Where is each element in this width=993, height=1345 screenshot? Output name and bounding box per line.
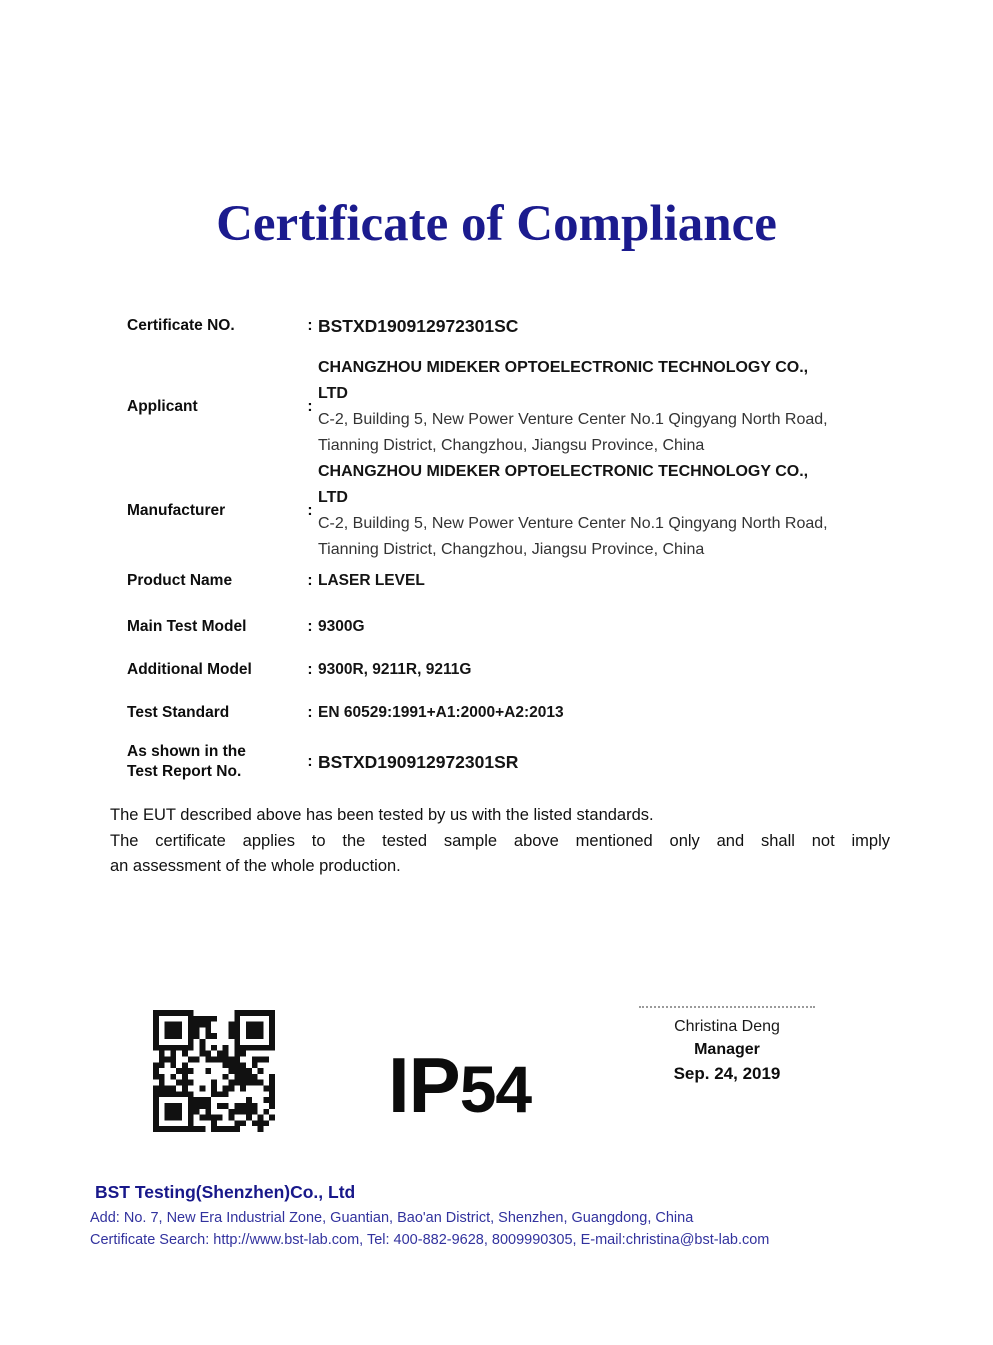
- field-row-additional-model: [127, 657, 842, 683]
- field-colon: :: [307, 572, 313, 589]
- ip-rating-prefix: IP: [388, 1041, 460, 1129]
- ip-rating-digits: 54: [459, 1052, 532, 1126]
- field-value: BSTXD190912972301SC: [318, 316, 519, 336]
- field-colon: :: [307, 398, 313, 415]
- footer: [90, 1182, 950, 1248]
- field-colon: :: [307, 661, 313, 678]
- field-value: [318, 459, 840, 563]
- page-title: Certificate of Compliance: [216, 196, 777, 252]
- qr-code: [153, 1010, 275, 1132]
- field-colon: :: [307, 704, 313, 721]
- footer-address: Add: No. 7, New Era Industrial Zone, Guantian, Bao'an District, Shenzhen, Guangdong, China: [90, 1210, 694, 1226]
- field-label: Certificate NO.: [127, 317, 235, 334]
- field-colon: :: [307, 618, 313, 635]
- field-value: 9300R, 9211R, 9211G: [318, 661, 472, 678]
- manufacturer-address: C-2, Building 5, New Power Venture Center No.1 Qingyang North Road, Tianning District, Changzhou, Jiangsu Province, China: [318, 515, 828, 558]
- applicant-company: CHANGZHOU MIDEKER OPTOELECTRONIC TECHNOLOGY CO., LTD: [318, 359, 809, 402]
- statement-line-1: The EUT described above has been tested by us with the listed standards.: [110, 806, 654, 824]
- field-value: [318, 355, 840, 459]
- field-colon: :: [307, 317, 313, 334]
- footer-certificate-search: Certificate Search: http://www.bst-lab.com, Tel: 400-882-9628, 8009990305, E-mail:christina@bst-lab.com: [90, 1232, 770, 1248]
- field-value: BSTXD190912972301SR: [318, 752, 519, 772]
- field-row-certificate-no: [127, 312, 842, 340]
- signatory-name: Christina Deng: [674, 1018, 780, 1035]
- field-label: Manufacturer: [127, 502, 226, 519]
- field-row-applicant: [127, 355, 842, 459]
- field-row-test-standard: [127, 700, 842, 726]
- field-label: Main Test Model: [127, 618, 247, 635]
- certificate-fields: [127, 312, 842, 786]
- field-row-main-test-model: [127, 614, 842, 640]
- field-value: 9300G: [318, 618, 365, 635]
- field-row-test-report-no: [127, 738, 842, 786]
- signature-block: [612, 1002, 842, 1084]
- field-label: Test Standard: [127, 704, 230, 721]
- ip-rating: [388, 1041, 532, 1129]
- footer-company-name: BST Testing(Shenzhen)Co., Ltd: [95, 1182, 356, 1202]
- field-label-line2: Test Report No.: [127, 763, 242, 780]
- signature-date: Sep. 24, 2019: [673, 1064, 781, 1083]
- statement-line-2: The certificate applies to the tested sample above mentioned only and shall not imply: [110, 831, 890, 850]
- statement-line-3: an assessment of the whole production.: [110, 857, 401, 875]
- field-value: EN 60529:1991+A1:2000+A2:2013: [318, 704, 564, 721]
- statement-paragraph: [110, 803, 890, 880]
- field-row-manufacturer: [127, 459, 842, 563]
- field-colon: :: [307, 753, 313, 770]
- manufacturer-company: CHANGZHOU MIDEKER OPTOELECTRONIC TECHNOLOGY CO., LTD: [318, 463, 809, 506]
- field-label: Product Name: [127, 572, 233, 589]
- field-label: [127, 742, 302, 782]
- field-label: Applicant: [127, 398, 198, 415]
- field-label: Additional Model: [127, 661, 252, 678]
- field-label-line1: As shown in the: [127, 743, 246, 760]
- field-row-product-name: [127, 568, 842, 594]
- signature-dotted-line: [639, 1002, 815, 1008]
- applicant-address: C-2, Building 5, New Power Venture Center No.1 Qingyang North Road, Tianning District, Changzhou, Jiangsu Province, China: [318, 411, 828, 454]
- field-colon: :: [307, 502, 313, 519]
- signatory-role: Manager: [694, 1041, 760, 1058]
- field-value: LASER LEVEL: [318, 572, 425, 589]
